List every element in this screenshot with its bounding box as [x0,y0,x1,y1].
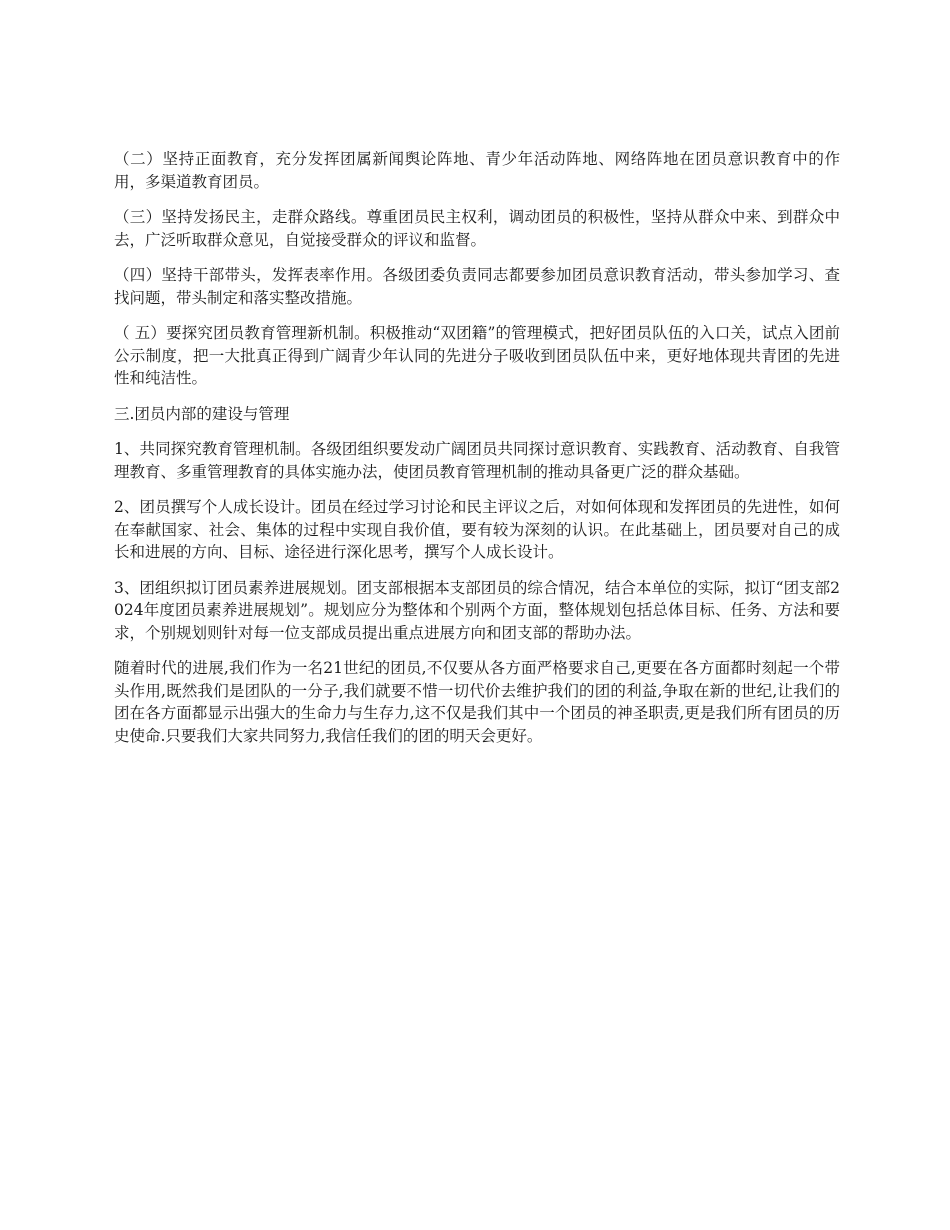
paragraph-point-4: （四）坚持干部带头，发挥表率作用。各级团委负责同志都要参加团员意识教育活动，带头参加学习、查找问题，带头制定和落实整改措施。 [114,266,840,307]
paragraph-item-3: 3、团组织拟订团员素养进展规划。团支部根据本支部团员的综合情况，结合本单位的实际，拟订“团支部2024年度团员素养进展规划”。规划应分为整体和个别两个方面，整体规划包括总体目标、任务、方法和要求，个别规划则针对每一位支部成员提出重点进展方向和团支部的帮助办法。 [114,578,840,642]
paragraph-point-2: （二）坚持正面教育，充分发挥团属新闻舆论阵地、青少年活动阵地、网络阵地在团员意识教育中的作用，多渠道教育团员。 [114,150,840,191]
document-page [114,148,840,760]
paragraph-point-3: （三）坚持发扬民主，走群众路线。尊重团员民主权利，调动团员的积极性，坚持从群众中来、到群众中去，广泛听取群众意见，自觉接受群众的评议和监督。 [114,208,840,249]
paragraph-item-2: 2、团员撰写个人成长设计。团员在经过学习讨论和民主评议之后，对如何体现和发挥团员的先进性，如何在奉献国家、社会、集体的过程中实现自我价值，要有较为深刻的认识。在此基础上，团员要对自己的成长和进展的方向、目标、途径进行深化思考，撰写个人成长设计。 [114,498,840,561]
section-heading: 三.团员内部的建设与管理 [114,404,290,423]
paragraph-item-1: 1、共同探究教育管理机制。各级团组织要发动广阔团员共同探讨意识教育、实践教育、活动教育、自我管理教育、多重管理教育的具体实施办法，使团员教育管理机制的推动具备更广泛的群众基础。 [114,440,840,481]
paragraph-point-5: （ 五）要探究团员教育管理新机制。积极推动“双团籍”的管理模式，把好团员队伍的入口关，试点入团前公示制度，把一大批真正得到广阔青少年认同的先进分子吸收到团员队伍中来，更好地体现共青团的先进性和纯洁性。 [114,324,840,387]
paragraph-conclusion: 随着时代的进展,我们作为一名21世纪的团员,不仅要从各方面严格要求自己,更要在各方面都时刻起一个带头作用,既然我们是团队的一分子,我们就要不惜一切代价去维护我们的团的利益,争取在新的世纪,让我们的团在各方面都显示出强大的生命力与生存力,这不仅是我们其中一个团员的神圣职责,更是我们所有团员的历史使命.只要我们大家共同努力,我信任我们的团的明天会更好。 [114,659,840,745]
